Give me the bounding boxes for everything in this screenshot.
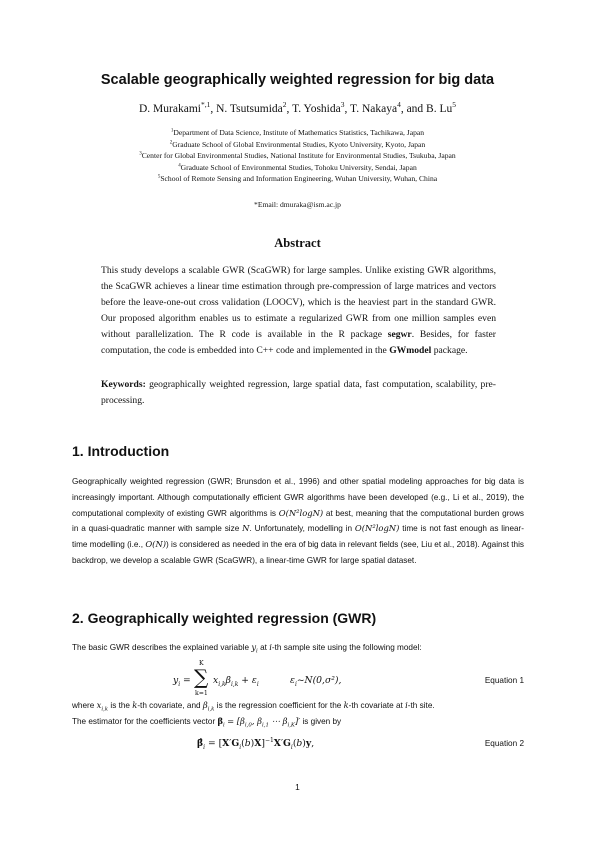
keywords-text: geographically weighted regression, large spatial data, fast computation, scalability, pre-processing. [101,379,496,406]
body-text: The estimator for the coefficients vector [72,716,216,726]
math-inline: $\beta_{i,k}$ [202,700,215,713]
body-text: -th covariate at [348,701,403,710]
affiliation [0,173,595,185]
author-list: D. Murakami$^{*,1}$, N. Tsutsumida$^2$, T. Yoshida$^3$, T. Nakaya$^4$, and B. Lu$^5$ [139,100,456,115]
math-inline: i [405,700,408,710]
body-text: ) is considered as needed in the era of big data in relevant fields (see, Liu et al., 2018). Against this backdrop, we develop a scalable GWR (ScaGWR), a linear-time GWR for large spatial dataset. [72,540,524,565]
math-inline: i [269,642,272,652]
math-inline: $y_i$ [251,642,258,655]
equation-2-body: $\betâ_i = [X'G_i(b)X]^{-1}X'G_i(b)y$, [197,736,315,751]
body-text: at best, meaning that the computational burden grows in a quasi-quadratic manner with sample size [72,508,524,534]
affiliation-number: 2 [169,139,173,145]
author-name: D. Murakami [139,103,201,115]
body-text: time is not fast enough as linear-time modelling (i.e., [72,524,525,550]
affiliation-number: 1 [170,128,174,134]
equation-lhs: $y_i$ = [173,675,191,688]
body-text: is the regression coefficient for the [216,701,342,710]
math-inline: N [242,523,250,534]
introduction-paragraph [72,474,524,569]
affiliation-number: 4 [178,162,181,168]
affiliation-text: Graduate School of Environmental Studies, Tohoku University, Sendai, Japan [180,162,417,172]
author-and: and [406,103,424,115]
body-text: at [260,643,267,652]
equation-1-label: Equation 1 [484,676,524,685]
math-inline: k [343,700,349,710]
author-mark: 5 [452,100,456,110]
package-name: GWmodel [389,344,432,356]
body-text: is the [110,701,130,710]
section-heading-introduction: 1. Introduction [72,443,170,459]
equation-2-label: Equation 2 [484,739,524,748]
body-text: . Unfortunately, modelling in [249,524,353,534]
affiliation-text: Center for Global Environmental Studies, National Institute for Environmental Studies, Tsukuba, Japan [141,151,456,160]
body-text: -th sample site using the following model: [271,643,422,652]
affiliation-number: 3 [139,151,142,157]
body-text: is given by [302,716,342,726]
body-text: where [72,701,95,710]
math-inline: O(N) [145,539,167,550]
math-symbol: ε [290,675,295,686]
keywords-label: Keywords: [101,379,146,390]
author-name: T. Nakaya [350,103,398,115]
affiliation-text: School of Remote Sensing and Information Engineering, Wuhan University, Wuhan, China [160,174,438,183]
author-name: N. Tsutsumida [216,103,283,115]
author-mark: 4 [397,100,401,110]
math-inline: O(N²logN) [354,523,400,534]
math-inline: $x_{i,k}$ [96,700,109,713]
equation-error-dist: $\varepsilon_i\sim N(0,\sigma^2)$, [290,675,342,688]
author-mark: *,1 [200,100,211,110]
affiliation [0,150,595,162]
body-text: Geographically weighted regression (GWR; Brunsdon et al., 1996) and other spatial modeling approaches for big data is increasingly important. Although computationally efficient GWR algorithms have been developed (e.g., Li et al., 2019), the computational complexity of existing GWR algorithms is [72,477,524,518]
section-heading-gwr: 2. Geographically weighted regression (GWR) [72,610,377,626]
package-name: segwr [387,328,412,340]
abstract-text: . Besides, for faster computation, the code is embedded into C++ code and implemented in the [101,328,496,356]
affiliation-number: 5 [157,174,161,180]
author-mark: 3 [340,100,345,110]
math-inline: $\beta_i$ [217,715,225,729]
keywords [101,377,496,409]
affiliation [0,139,595,151]
abstract-heading: Abstract [274,236,321,250]
gwr-definition-paragraph [72,698,524,730]
affiliation [0,162,595,174]
body-text: -th site. [407,701,435,710]
affiliation-list [0,127,595,185]
abstract-text: package. [433,344,468,356]
sum-lower-limit: k=1 [195,690,208,697]
math-inline: O(N²logN) [278,507,324,518]
page-number: 1 [295,782,300,792]
affiliation-text: Graduate School of Global Environmental Studies, Kyoto University, Kyoto, Japan [172,139,426,149]
affiliation-text: Department of Data Science, Institute of Mathematics Statistics, Tachikawa, Japan [173,128,425,137]
abstract-text: This study develops a scalable GWR (ScaGWR) for large samples. Unlike existing GWR algorithms, the ScaGWR achieves a linear time estimation through pre-compression of large matrices and vectors before the leave-one-out cross validation (LOOCV), which is the heaviest part in the standard GWR. Our proposed algorithm enables us to estimate a regularized GWR from one million samples even without parallelization. The R code is available in the R package [101,265,496,340]
author-name: T. Yoshida [292,103,341,115]
equation-rhs: $x_{i,k}\beta_{i,k} + \varepsilon_i$ [213,675,259,688]
affiliation [0,127,595,139]
body-text: The basic GWR describes the explained variable [72,643,250,652]
gwr-intro-line [72,640,524,656]
author-mark: 2 [282,100,287,110]
summation-symbol: ∑ [194,665,209,689]
math-inline: k [132,700,138,710]
math-inline: = [$\beta_{i,0}$, $\beta_{i,1}$ ⋯ $\beta_{i,K}]'$ [227,715,301,729]
abstract-body [101,263,496,358]
paper-title: Scalable geographically weighted regression for big data [100,72,495,88]
contact-email: *Email: dmuraka@ism.ac.jp [254,200,341,209]
author-name: B. Lu [426,103,453,115]
sum-upper-limit: K [199,660,204,667]
math-symbol: ~N(0,σ²), [296,675,342,686]
math-symbol: y [173,675,179,686]
body-text: -th covariate, and [137,701,201,710]
